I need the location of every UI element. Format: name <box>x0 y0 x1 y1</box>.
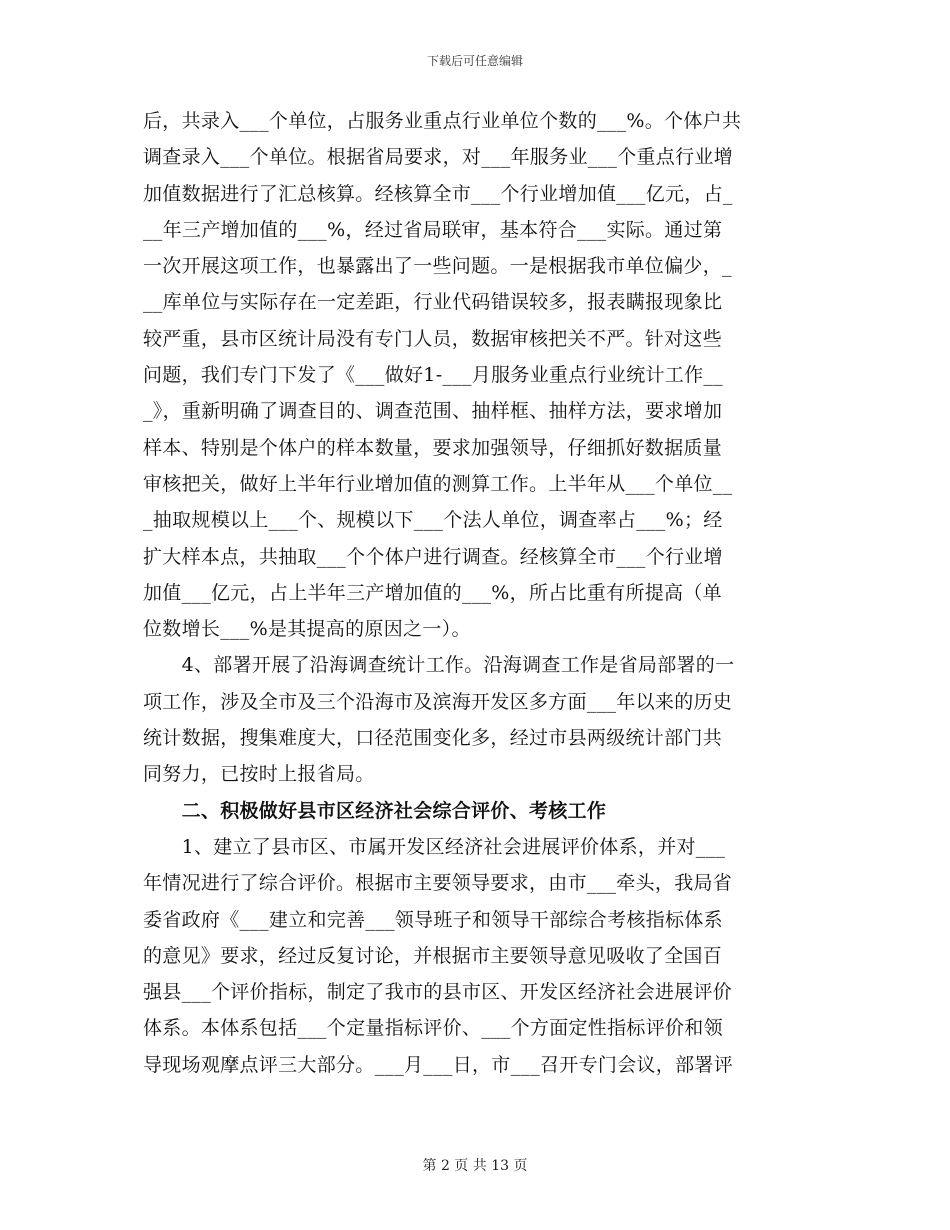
text-line: 体系。本体系包括___个定量指标评价、___个方面定性指标评价和领 <box>143 1017 723 1040</box>
text-line: _》，重新明确了调查目的、调查范围、抽样框、抽样方法，要求增加 <box>143 400 723 423</box>
text-line: 同努力，已按时上报省局。 <box>143 763 375 786</box>
text-line: 年情况进行了综合评价。根据市主要领导要求，由市___牵头，我局省 <box>143 872 733 895</box>
text-line: 1、建立了县市区、市属开发区经济社会进展评价体系，并对___ <box>143 835 726 858</box>
text-line: 的意见》要求，经过反复讨论，并根据市主要领导意见吸收了全国百 <box>143 944 723 967</box>
text-line: __库单位与实际存在一定差距，行业代码错误较多，报表瞒报现象比 <box>143 291 723 314</box>
text-line: 位数增长___%是其提高的原因之一）。 <box>143 618 471 641</box>
text-line: 一次开展这项工作，也暴露出了一些问题。一是根据我市单位偏少，_ <box>143 255 732 278</box>
text-line: 强县___个评价指标，制定了我市的县市区、开发区经济社会进展评价 <box>143 981 733 1004</box>
text-line: 加值数据进行了汇总核算。经核算全市___个行业增加值___亿元，占_ <box>143 182 733 205</box>
text-line: 样本、特别是个体户的样本数量，要求加强领导，仔细抓好数据质量 <box>143 436 723 459</box>
document-body <box>143 103 809 1083</box>
text-line: 较严重，县市区统计局没有专门人员，数据审核把关不严。针对这些 <box>143 327 723 350</box>
text-line: 问题，我们专门下发了《___做好1-___月服务业重点行业统计工作__ <box>143 364 724 387</box>
text-line: 后，共录入___个单位，占服务业重点行业单位个数的___%。个体户共 <box>143 110 742 132</box>
page-number: 第 2 页 共 13 页 <box>422 1158 528 1174</box>
text-line: 统计数据，搜集难度大，口径范围变化多，经过市县两级统计部门共 <box>143 727 723 750</box>
text-line: 委省政府《___建立和完善___领导班子和领导干部综合考核指标体系 <box>143 908 723 931</box>
text-line: 加值___亿元，占上半年三产增加值的___%，所占比重有所提高（单 <box>143 581 722 604</box>
text-line: 扩大样本点，共抽取___个个体户进行调查。经核算全市___个行业增 <box>143 545 723 568</box>
text-line: __年三产增加值的___%，经过省局联审，基本符合___实际。通过第 <box>143 218 723 241</box>
text-line: 导现场观摩点评三大部分。___月___日，市___召开专门会议，部署评 <box>143 1053 734 1076</box>
text-line: 调查录入___个单位。根据省局要求，对___年服务业___个重点行业增 <box>143 146 734 169</box>
text-line: 4、部署开展了沿海调查统计工作。沿海调查工作是省局部署的一 <box>143 654 735 677</box>
page-header: 下载后可任意编辑 <box>426 54 523 68</box>
text-line: 审核把关，做好上半年行业增加值的测算工作。上半年从___个单位__ <box>143 472 733 495</box>
text-line: _抽取规模以上___个、规模以下___个法人单位，调查率占___%；经 <box>143 509 723 532</box>
text-line: 项工作，涉及全市及三个沿海市及滨海开发区多方面___年以来的历史 <box>143 690 733 713</box>
section-heading: 二、积极做好县市区经济社会综合评价、考核工作 <box>143 799 607 822</box>
